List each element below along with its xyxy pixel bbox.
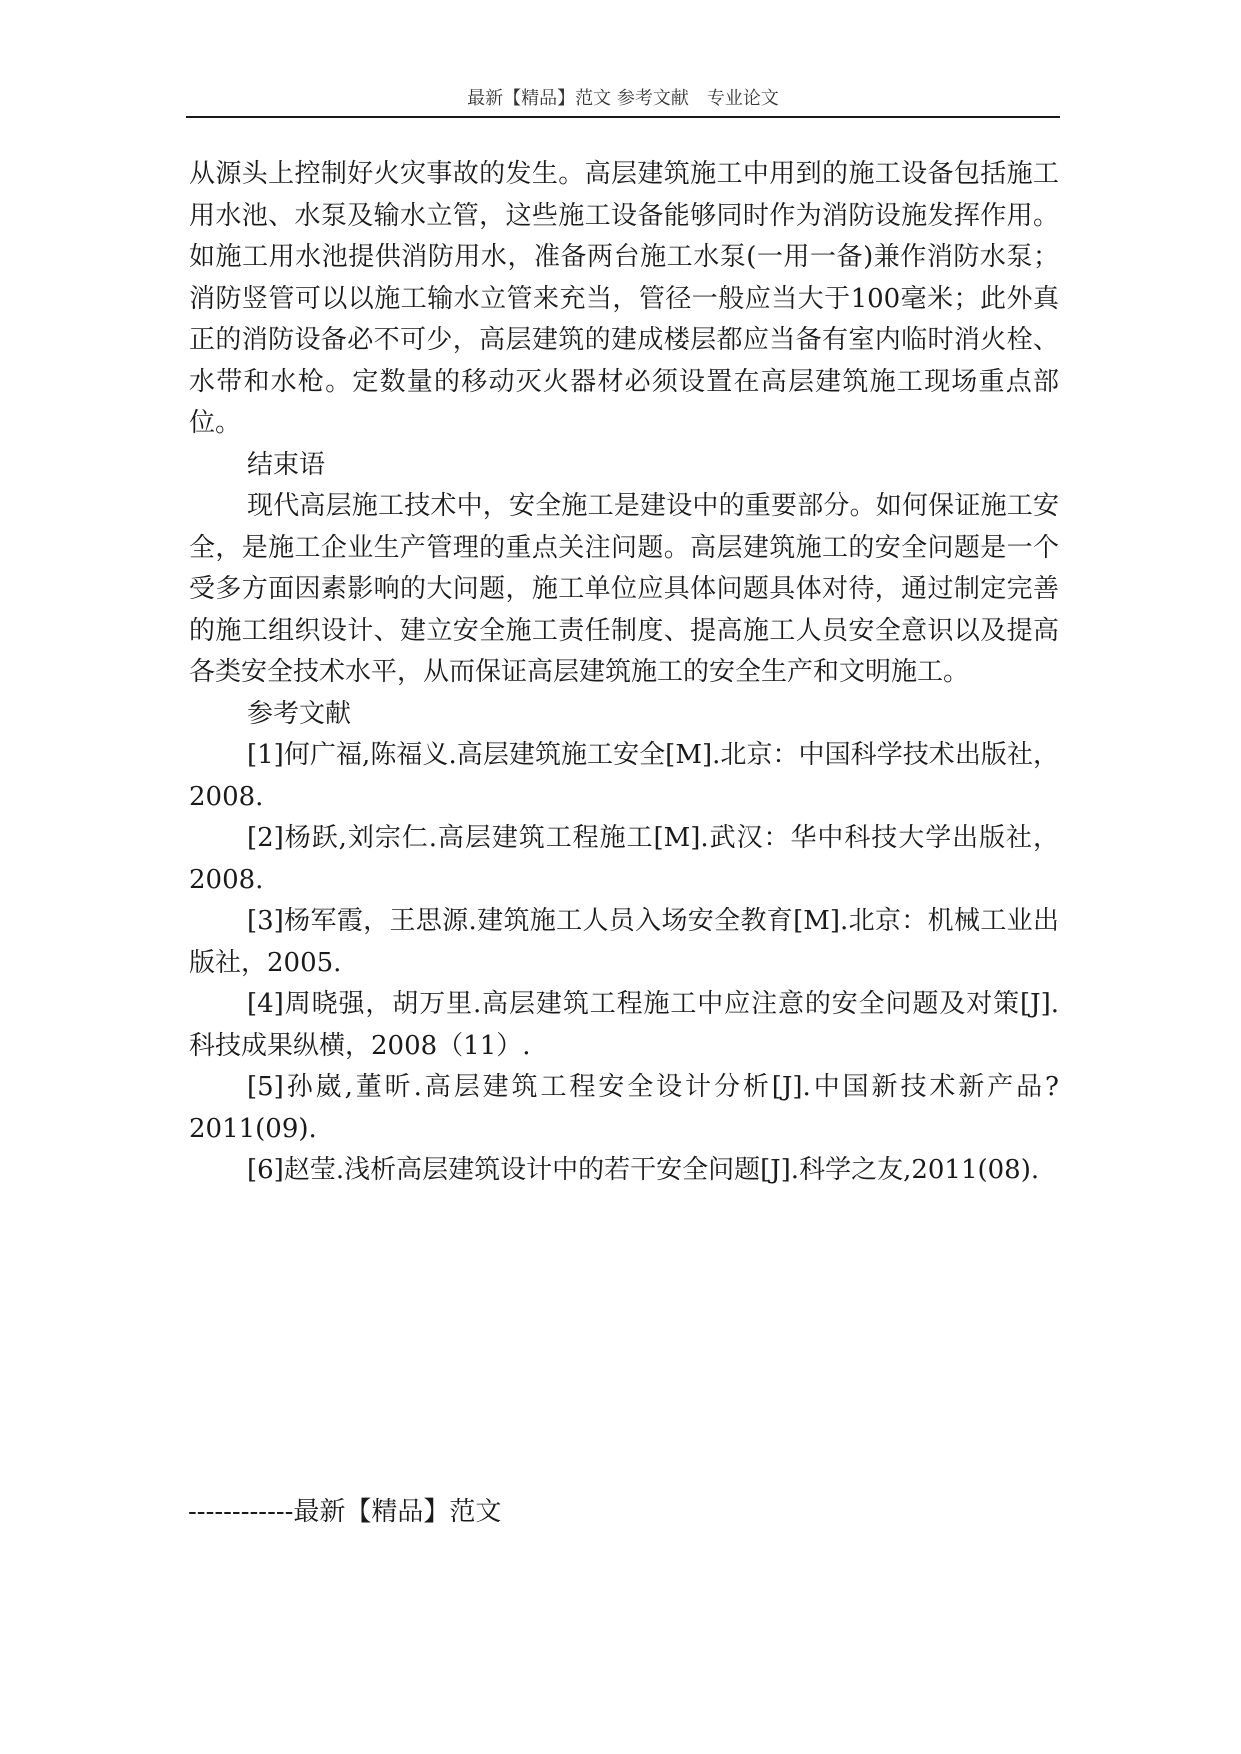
reference-item: [4]周晓强，胡万里.高层建筑工程施工中应注意的安全问题及对策[J]. 科技成果纵横，2008（11）.	[189, 989, 1059, 1061]
conclusion-heading: 结束语	[247, 449, 326, 480]
paragraph-intro: 从源头上控制好火灾事故的发生。高层建筑施工中用到的施工设备包括施工用水池、水泵及输水立管，这些施工设备能够同时作为消防设施发挥作用。如施工用水池提供消防用水，准备两台施工水泵(一用一备)兼作消防水泵；消防竖管可以以施工输水立管来充当，管径一般应当大于100毫米；此外真正的消防设备必不可少，高层建筑的建成楼层都应当备有室内临时消火栓、水带和水枪。定数量的移动灭火器材必须设置在高层建筑施工现场重点部位。	[189, 159, 1059, 438]
page-footer: ------------最新【精品】范文	[188, 1497, 502, 1527]
reference-item: [6]赵莹.浅析高层建筑设计中的若干安全问题[J].科学之友,2011(08).	[247, 1155, 1040, 1185]
page-header: 最新【精品】范文 参考文献 专业论文	[467, 88, 779, 109]
document-body	[189, 154, 1059, 1192]
reference-item: [1]何广福,陈福义.高层建筑施工安全[M].北京：中国科学技术出版社，2008.	[189, 740, 1059, 812]
references-heading: 参考文献	[247, 698, 352, 729]
reference-item: [3]杨军霞，王思源.建筑施工人员入场安全教育[M].北京：机械工业出版社，2005.	[189, 906, 1059, 978]
header-divider	[186, 116, 1060, 118]
reference-item: [5]孙崴,董昕.高层建筑工程安全设计分析[J].中国新技术新产品?2011(09).	[189, 1072, 1059, 1144]
reference-list	[189, 735, 1059, 1192]
reference-item: [2]杨跃,刘宗仁.高层建筑工程施工[M].武汉：华中科技大学出版社，2008.	[189, 823, 1059, 895]
conclusion-paragraph: 现代高层施工技术中，安全施工是建设中的重要部分。如何保证施工安全，是施工企业生产管理的重点关注问题。高层建筑施工的安全问题是一个受多方面因素影响的大问题，施工单位应具体问题具体对待，通过制定完善的施工组织设计、建立安全施工责任制度、提高施工人员安全意识以及提高各类安全技术水平，从而保证高层建筑施工的安全生产和文明施工。	[189, 491, 1059, 687]
